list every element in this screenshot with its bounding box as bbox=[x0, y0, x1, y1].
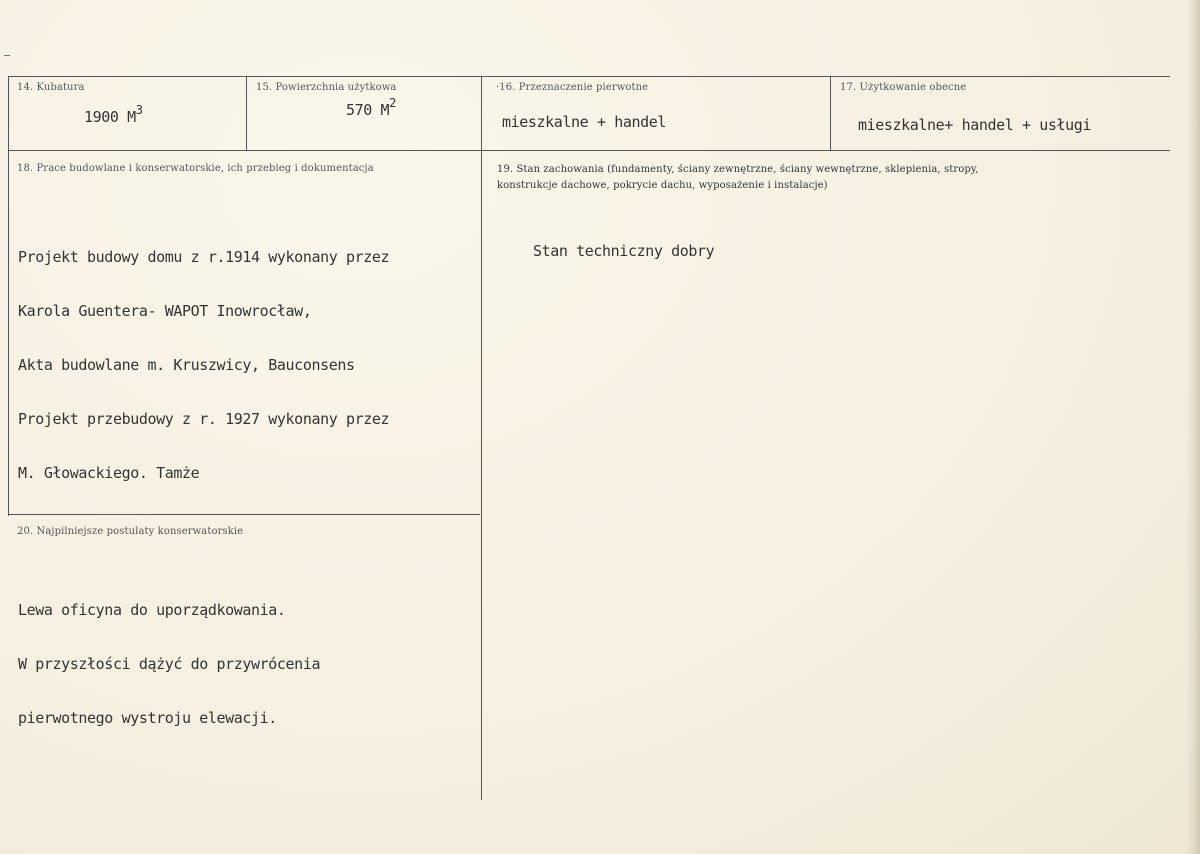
field-14-number: 1900 M bbox=[84, 108, 136, 126]
field-18-line: Karola Guentera- WAPOT Inowrocław, bbox=[18, 302, 312, 320]
field-14-superscript: 3 bbox=[135, 103, 143, 117]
divider-14-15 bbox=[246, 76, 247, 150]
edge-tick-mark bbox=[4, 55, 10, 56]
divider-16-17 bbox=[830, 76, 831, 150]
field-16-value: mieszkalne + handel bbox=[502, 113, 666, 131]
field-19-label-line2: konstrukcje dachowe, pokrycie dachu, wyposażenie i instalacje) bbox=[497, 180, 828, 191]
field-19-label-line1: 19. Stan zachowania (fundamenty, ściany zewnętrzne, ściany wewnętrzne, sklepienia, stropy, bbox=[497, 164, 979, 175]
field-17-value: mieszkalne+ handel + usługi bbox=[858, 116, 1092, 134]
field-18-text bbox=[18, 212, 389, 518]
left-border bbox=[8, 76, 9, 516]
field-20-line: pierwotnego wystroju elewacji. bbox=[18, 709, 277, 727]
field-20-label: 20. Najpilniejsze postulaty konserwatorskie bbox=[17, 526, 244, 537]
field-20-line: W przyszłości dążyć do przywrócenia bbox=[18, 655, 321, 673]
field-18-line: Projekt budowy domu z r.1914 wykonany przez bbox=[18, 248, 390, 266]
field-20-line: Lewa oficyna do uporządkowania. bbox=[18, 601, 286, 619]
field-18-label: 18. Prace budowlane i konserwatorskie, ich przebieg i dokumentacja bbox=[17, 163, 374, 174]
field-18-line: M. Głowackiego. Tamże bbox=[18, 464, 200, 482]
field-15-value bbox=[346, 96, 396, 119]
row1-bottom-rule bbox=[8, 150, 1170, 151]
field-14-label: 14. Kubatura bbox=[17, 82, 85, 93]
card-edge-shadow bbox=[1186, 0, 1200, 854]
field-15-label: 15. Powierzchnia użytkowa bbox=[256, 82, 397, 93]
field-18-line: Akta budowlane m. Kruszwicy, Bauconsens bbox=[18, 356, 355, 374]
field-18-line: Projekt przebudowy z r. 1927 wykonany przez bbox=[18, 410, 390, 428]
divider-main bbox=[481, 76, 482, 800]
field-17-label: 17. Użytkowanie obecne bbox=[840, 82, 967, 93]
field-15-number: 570 M bbox=[346, 101, 390, 119]
field-19-value: Stan techniczny dobry bbox=[533, 242, 715, 260]
field-14-value bbox=[84, 103, 143, 126]
field-16-label: ·16. Przeznaczenie pierwotne bbox=[496, 82, 649, 93]
field-15-superscript: 2 bbox=[389, 96, 396, 110]
top-rule bbox=[8, 76, 1170, 77]
field-20-text bbox=[18, 565, 320, 763]
